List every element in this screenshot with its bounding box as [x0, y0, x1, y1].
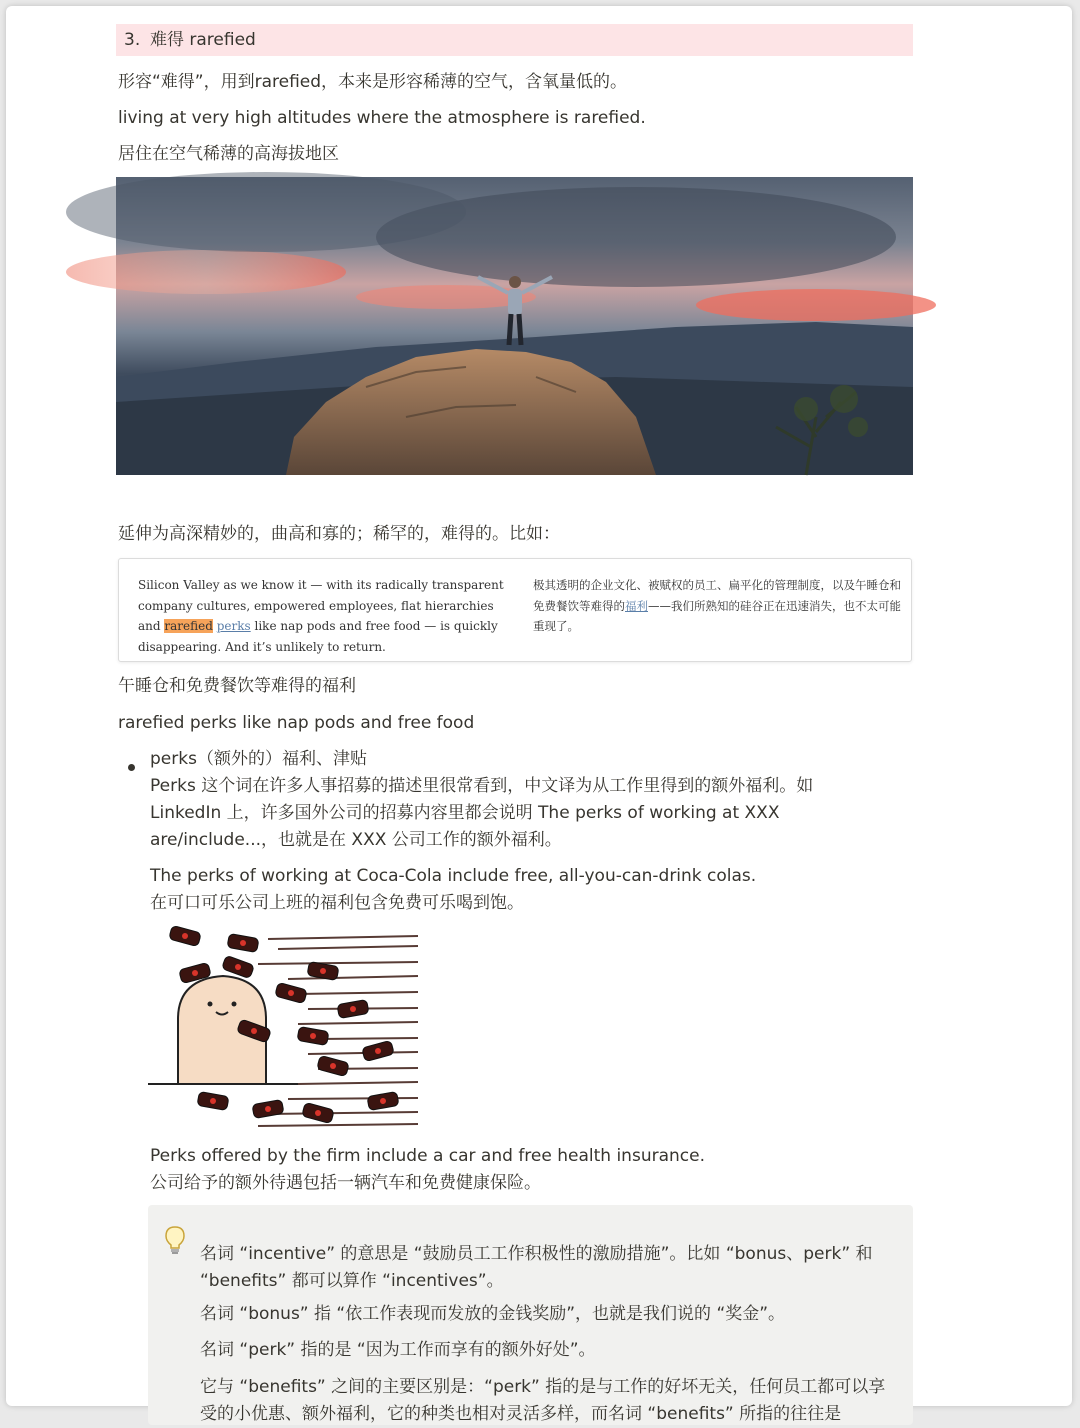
cola-cartoon-image — [148, 924, 418, 1132]
mountain-photo — [116, 177, 913, 475]
quote-en-before: Silicon Valley as we know it — with its radically transparent company cultures, empowered employees, flat hierarchies and — [138, 578, 504, 633]
quote-english — [138, 575, 518, 657]
quote-highlight-word: rarefied — [164, 619, 213, 633]
quote-zh-after: ——我们所熟知的硅谷正在迅速消失，也不太可能重现了。 — [533, 598, 901, 633]
cola-cartoon-illustration — [148, 924, 418, 1132]
heading-text: 难得 rarefied — [150, 30, 256, 50]
quote-en-after: like nap pods and free food — is quickly disappearing. And it’s unlikely to return. — [138, 619, 498, 654]
quote-chinese — [533, 575, 905, 637]
paragraph-example-en: living at very high altitudes where the atmosphere is rarefied. — [118, 108, 646, 128]
example2-en: Perks offered by the firm include a car and free health insurance. — [150, 1146, 705, 1166]
callout-line-bonus: 名词 “bonus” 指 “依工作表现而发放的金钱奖励”，也就是我们说的 “奖金”。 — [200, 1304, 786, 1324]
callout-line-incentive: 名词 “incentive” 的意思是 “鼓励员工工作积极性的激励措施”。比如 “bonus、perk” 和 “benefits” 都可以算作 “incentives”。 — [200, 1244, 873, 1291]
quote-zh-before: 极其透明的企业文化、被赋权的员工、扁平化的管理制度，以及午睡仓和免费餐饮等难得的 — [533, 578, 901, 613]
callout-line-difference: 它与 “benefits” 之间的主要区别是：“perk” 指的是与工作的好坏无关，任何员工都可以享受的小优惠、额外福利，它的种类也相对灵活多样，而名词 “benefits” 所指的往往是 — [200, 1377, 886, 1424]
quote-zh-link[interactable]: 福利 — [625, 598, 648, 613]
paragraph-perks-en: rarefied perks like nap pods and free food — [118, 713, 475, 733]
bullet-description: Perks 这个词在许多人事招募的描述里很常看到，中文译为从工作里得到的额外福利。如 LinkedIn 上，许多国外公司的招募内容里都会说明 The perks of working at XXX are/include...，也就是在 XXX 公司工作的额外福利。 — [150, 776, 814, 850]
page-frame — [6, 6, 1072, 1424]
quote-en-link[interactable]: perks — [216, 619, 251, 633]
bullet-icon — [128, 764, 135, 771]
heading-number: 3. — [124, 30, 141, 50]
bullet-title: perks（额外的）福利、津贴 — [150, 749, 367, 769]
example1-zh: 在可口可乐公司上班的福利包含免费可乐喝到饱。 — [150, 893, 524, 913]
callout-line-perk: 名词 “perk” 指的是 “因为工作而享有的额外好处”。 — [200, 1340, 596, 1360]
example2-zh: 公司给予的额外待遇包括一辆汽车和免费健康保险。 — [150, 1173, 541, 1193]
example1-en: The perks of working at Coca-Cola include free, all-you-can-drink colas. — [150, 866, 757, 886]
paragraph-extended-meaning: 延伸为高深精妙的，曲高和寡的；稀罕的，难得的。比如： — [118, 524, 560, 544]
bilingual-quote-card — [118, 558, 912, 662]
lightbulb-icon — [164, 1225, 186, 1255]
mountain-photo-illustration — [116, 177, 913, 475]
section-heading — [116, 24, 913, 56]
callout-box — [148, 1205, 913, 1425]
paragraph-perks-zh: 午睡仓和免费餐饮等难得的福利 — [118, 676, 356, 696]
paragraph-example-zh: 居住在空气稀薄的高海拔地区 — [118, 144, 339, 164]
paragraph-definition: 形容“难得”，用到rarefied，本来是形容稀薄的空气，含氧量低的。 — [118, 72, 628, 92]
